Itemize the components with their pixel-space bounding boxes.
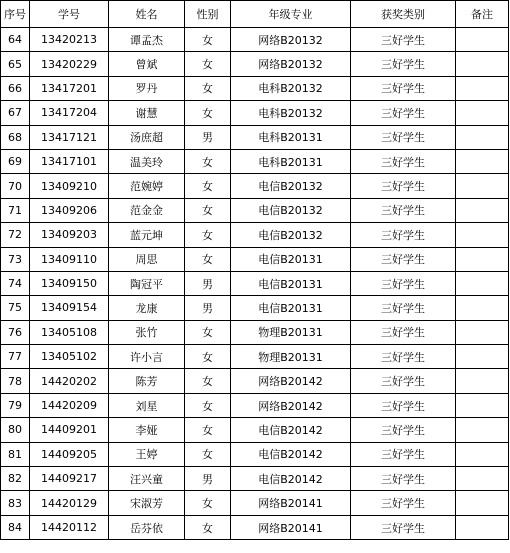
cell-student-id[interactable]: 13420229 [30, 52, 109, 76]
cell-student-id[interactable]: 13417101 [30, 149, 109, 173]
cell-seq[interactable]: 73 [1, 247, 30, 271]
cell-seq[interactable]: 66 [1, 76, 30, 100]
cell-gender[interactable]: 女 [185, 442, 231, 466]
cell-grade-major[interactable]: 网络B20141 [231, 515, 351, 539]
table-row [1, 149, 509, 173]
cell-seq[interactable]: 69 [1, 149, 30, 173]
cell-name[interactable]: 罗丹 [109, 76, 185, 100]
cell-student-id[interactable]: 13409110 [30, 247, 109, 271]
cell-gender[interactable]: 女 [185, 418, 231, 442]
cell-seq[interactable]: 74 [1, 271, 30, 295]
cell-seq[interactable]: 76 [1, 320, 30, 344]
cell-seq[interactable]: 83 [1, 491, 30, 515]
cell-gender[interactable]: 女 [185, 515, 231, 539]
cell-remark[interactable] [456, 515, 509, 539]
cell-grade-major[interactable]: 网络B20132 [231, 28, 351, 52]
cell-seq[interactable]: 64 [1, 28, 30, 52]
cell-grade-major[interactable]: 电科B20131 [231, 149, 351, 173]
cell-remark[interactable] [456, 442, 509, 466]
cell-gender[interactable]: 女 [185, 223, 231, 247]
cell-seq[interactable]: 72 [1, 223, 30, 247]
cell-award-type[interactable]: 三好学生 [351, 418, 456, 442]
cell-grade-major[interactable]: 电信B20142 [231, 442, 351, 466]
cell-seq[interactable]: 71 [1, 198, 30, 222]
cell-seq[interactable]: 82 [1, 467, 30, 491]
table-row [1, 174, 509, 198]
cell-name[interactable]: 温美玲 [109, 149, 185, 173]
cell-remark[interactable] [456, 223, 509, 247]
cell-gender[interactable]: 女 [185, 52, 231, 76]
cell-remark[interactable] [456, 76, 509, 100]
cell-gender[interactable]: 女 [185, 101, 231, 125]
cell-remark[interactable] [456, 491, 509, 515]
cell-student-id[interactable]: 13405102 [30, 345, 109, 369]
cell-remark[interactable] [456, 418, 509, 442]
cell-student-id[interactable]: 13409206 [30, 198, 109, 222]
table-row [1, 442, 509, 466]
cell-award-type[interactable]: 三好学生 [351, 223, 456, 247]
cell-seq[interactable]: 65 [1, 52, 30, 76]
cell-award-type[interactable]: 三好学生 [351, 174, 456, 198]
cell-remark[interactable] [456, 174, 509, 198]
cell-name[interactable]: 周思 [109, 247, 185, 271]
cell-grade-major[interactable]: 网络B20142 [231, 393, 351, 417]
table-row [1, 491, 509, 515]
cell-grade-major[interactable]: 电信B20132 [231, 174, 351, 198]
cell-name[interactable]: 曾斌 [109, 52, 185, 76]
cell-gender[interactable]: 男 [185, 271, 231, 295]
cell-grade-major[interactable]: 电科B20132 [231, 101, 351, 125]
cell-grade-major[interactable]: 电信B20131 [231, 247, 351, 271]
cell-gender[interactable]: 女 [185, 345, 231, 369]
cell-award-type[interactable]: 三好学生 [351, 393, 456, 417]
table-row [1, 296, 509, 320]
cell-award-type[interactable]: 三好学生 [351, 491, 456, 515]
table-row [1, 418, 509, 442]
table-row [1, 101, 509, 125]
table-row [1, 345, 509, 369]
cell-award-type[interactable]: 三好学生 [351, 320, 456, 344]
cell-gender[interactable]: 女 [185, 369, 231, 393]
header-gender: 性别 [185, 1, 231, 28]
table-row [1, 369, 509, 393]
cell-grade-major[interactable]: 电信B20131 [231, 296, 351, 320]
cell-name[interactable]: 陈芳 [109, 369, 185, 393]
cell-gender[interactable]: 女 [185, 393, 231, 417]
cell-student-id[interactable]: 14420112 [30, 515, 109, 539]
cell-grade-major[interactable]: 电信B20131 [231, 271, 351, 295]
cell-seq[interactable]: 81 [1, 442, 30, 466]
cell-award-type[interactable]: 三好学生 [351, 467, 456, 491]
cell-gender[interactable]: 男 [185, 125, 231, 149]
table-row [1, 52, 509, 76]
cell-remark[interactable] [456, 296, 509, 320]
cell-gender[interactable]: 男 [185, 467, 231, 491]
cell-student-id[interactable]: 13409210 [30, 174, 109, 198]
cell-remark[interactable] [456, 247, 509, 271]
cell-name[interactable]: 汪兴童 [109, 467, 185, 491]
table-row [1, 515, 509, 539]
cell-remark[interactable] [456, 271, 509, 295]
cell-name[interactable]: 陶冠平 [109, 271, 185, 295]
cell-student-id[interactable]: 14420209 [30, 393, 109, 417]
cell-remark[interactable] [456, 320, 509, 344]
cell-grade-major[interactable]: 电信B20132 [231, 223, 351, 247]
cell-seq[interactable]: 70 [1, 174, 30, 198]
cell-name[interactable]: 刘星 [109, 393, 185, 417]
cell-award-type[interactable]: 三好学生 [351, 198, 456, 222]
cell-seq[interactable]: 68 [1, 125, 30, 149]
cell-remark[interactable] [456, 101, 509, 125]
table-row [1, 393, 509, 417]
table-row [1, 271, 509, 295]
cell-grade-major[interactable]: 网络B20141 [231, 491, 351, 515]
cell-grade-major[interactable]: 电信B20132 [231, 198, 351, 222]
table-row [1, 247, 509, 271]
cell-name[interactable]: 王婷 [109, 442, 185, 466]
cell-grade-major[interactable]: 电信B20142 [231, 467, 351, 491]
table-row [1, 125, 509, 149]
cell-student-id[interactable]: 14409205 [30, 442, 109, 466]
cell-seq[interactable]: 75 [1, 296, 30, 320]
cell-gender[interactable]: 男 [185, 296, 231, 320]
cell-award-type[interactable]: 三好学生 [351, 76, 456, 100]
cell-name[interactable]: 范婉婷 [109, 174, 185, 198]
cell-award-type[interactable]: 三好学生 [351, 442, 456, 466]
cell-student-id[interactable]: 13417201 [30, 76, 109, 100]
cell-gender[interactable]: 女 [185, 198, 231, 222]
cell-grade-major[interactable]: 电科B20132 [231, 76, 351, 100]
cell-gender[interactable]: 女 [185, 149, 231, 173]
cell-student-id[interactable]: 13409154 [30, 296, 109, 320]
cell-grade-major[interactable]: 电科B20131 [231, 125, 351, 149]
cell-seq[interactable]: 80 [1, 418, 30, 442]
table-row [1, 28, 509, 52]
cell-award-type[interactable]: 三好学生 [351, 271, 456, 295]
cell-name[interactable]: 谭孟杰 [109, 28, 185, 52]
cell-award-type[interactable]: 三好学生 [351, 515, 456, 539]
cell-name[interactable]: 许小言 [109, 345, 185, 369]
cell-remark[interactable] [456, 149, 509, 173]
cell-grade-major[interactable]: 物理B20131 [231, 320, 351, 344]
cell-remark[interactable] [456, 198, 509, 222]
cell-remark[interactable] [456, 125, 509, 149]
cell-name[interactable]: 宋淑芳 [109, 491, 185, 515]
cell-student-id[interactable]: 14409201 [30, 418, 109, 442]
cell-student-id[interactable]: 13409203 [30, 223, 109, 247]
cell-award-type[interactable]: 三好学生 [351, 369, 456, 393]
cell-student-id[interactable]: 13417121 [30, 125, 109, 149]
cell-student-id[interactable]: 13405108 [30, 320, 109, 344]
cell-award-type[interactable]: 三好学生 [351, 28, 456, 52]
cell-name[interactable]: 汤庶超 [109, 125, 185, 149]
cell-award-type[interactable]: 三好学生 [351, 247, 456, 271]
cell-award-type[interactable]: 三好学生 [351, 52, 456, 76]
header-award-type: 获奖类别 [351, 1, 456, 28]
header-remark: 备注 [456, 1, 509, 28]
cell-gender[interactable]: 女 [185, 320, 231, 344]
cell-remark[interactable] [456, 393, 509, 417]
table-row [1, 76, 509, 100]
header-name: 姓名 [109, 1, 185, 28]
cell-award-type[interactable]: 三好学生 [351, 345, 456, 369]
cell-grade-major[interactable]: 网络B20132 [231, 52, 351, 76]
cell-seq[interactable]: 84 [1, 515, 30, 539]
cell-student-id[interactable]: 14420129 [30, 491, 109, 515]
cell-student-id[interactable]: 14420202 [30, 369, 109, 393]
table-row [1, 198, 509, 222]
cell-remark[interactable] [456, 345, 509, 369]
header-student-id: 学号 [30, 1, 109, 28]
cell-name[interactable]: 范金金 [109, 198, 185, 222]
cell-seq[interactable]: 77 [1, 345, 30, 369]
header-grade-major: 年级专业 [231, 1, 351, 28]
cell-name[interactable]: 龙康 [109, 296, 185, 320]
cell-seq[interactable]: 79 [1, 393, 30, 417]
table-row [1, 467, 509, 491]
cell-award-type[interactable]: 三好学生 [351, 149, 456, 173]
cell-student-id[interactable]: 13417204 [30, 101, 109, 125]
cell-name[interactable]: 张竹 [109, 320, 185, 344]
cell-name[interactable]: 岳芬依 [109, 515, 185, 539]
header-seq: 序号 [1, 1, 30, 28]
table-row [1, 223, 509, 247]
header-row [1, 1, 509, 28]
cell-seq[interactable]: 78 [1, 369, 30, 393]
cell-gender[interactable]: 女 [185, 76, 231, 100]
cell-remark[interactable] [456, 467, 509, 491]
cell-gender[interactable]: 女 [185, 28, 231, 52]
cell-name[interactable]: 蓝元坤 [109, 223, 185, 247]
cell-student-id[interactable]: 13420213 [30, 28, 109, 52]
cell-remark[interactable] [456, 28, 509, 52]
cell-seq[interactable]: 67 [1, 101, 30, 125]
cell-award-type[interactable]: 三好学生 [351, 125, 456, 149]
cell-gender[interactable]: 女 [185, 174, 231, 198]
cell-grade-major[interactable]: 物理B20131 [231, 345, 351, 369]
cell-award-type[interactable]: 三好学生 [351, 296, 456, 320]
cell-gender[interactable]: 女 [185, 247, 231, 271]
cell-student-id[interactable]: 13409150 [30, 271, 109, 295]
cell-student-id[interactable]: 14409217 [30, 467, 109, 491]
cell-remark[interactable] [456, 52, 509, 76]
cell-name[interactable]: 谢慧 [109, 101, 185, 125]
cell-grade-major[interactable]: 网络B20142 [231, 369, 351, 393]
table-row [1, 320, 509, 344]
cell-grade-major[interactable]: 电信B20142 [231, 418, 351, 442]
cell-gender[interactable]: 女 [185, 491, 231, 515]
cell-award-type[interactable]: 三好学生 [351, 101, 456, 125]
cell-remark[interactable] [456, 369, 509, 393]
cell-name[interactable]: 李娅 [109, 418, 185, 442]
